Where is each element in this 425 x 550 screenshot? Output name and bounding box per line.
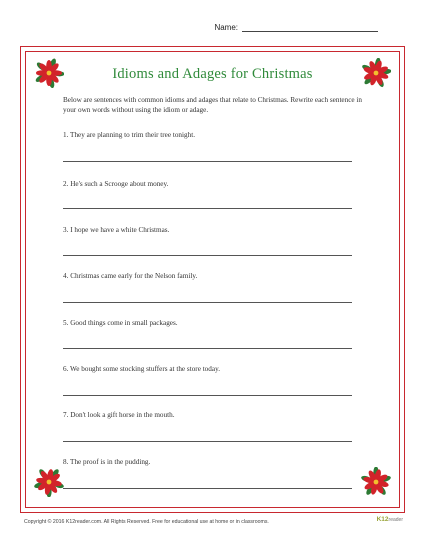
question-8: 8. The proof is in the pudding. [63, 458, 151, 466]
answer-line-5[interactable] [63, 348, 352, 349]
question-7: 7. Don't look a gift horse in the mouth. [63, 411, 175, 419]
poinsettia-icon [361, 467, 391, 497]
name-field-row [214, 22, 378, 32]
question-2: 2. He's such a Scrooge about money. [63, 180, 169, 188]
copyright-footer: Copyright © 2016 K12reader.com. All Rights Reserved. Free for educational use at home or in classrooms. [24, 519, 269, 525]
question-4: 4. Christmas came early for the Nelson family. [63, 272, 198, 280]
answer-line-8[interactable] [63, 488, 352, 489]
logo-sub-text: reader [388, 517, 403, 523]
name-label: Name: [214, 23, 238, 32]
answer-line-4[interactable] [63, 302, 352, 303]
question-5: 5. Good things come in small packages. [63, 319, 178, 327]
question-3: 3. I hope we have a white Christmas. [63, 226, 170, 234]
instructions-text: Below are sentences with common idioms and adages that relate to Christmas. Rewrite each sentence in your own words without using the idiom or adage. [63, 96, 362, 114]
question-1: 1. They are planning to trim their tree tonight. [63, 131, 196, 139]
question-6: 6. We bought some stocking stuffers at the store today. [63, 365, 220, 373]
k12reader-logo [377, 516, 403, 523]
name-blank-line[interactable] [242, 22, 378, 32]
answer-line-2[interactable] [63, 208, 352, 209]
answer-line-7[interactable] [63, 441, 352, 442]
worksheet-title: Idioms and Adages for Christmas [112, 66, 313, 82]
answer-line-6[interactable] [63, 395, 352, 396]
poinsettia-icon [34, 467, 64, 497]
answer-line-1[interactable] [63, 161, 352, 162]
answer-line-3[interactable] [63, 255, 352, 256]
logo-main-text: K12 [376, 516, 389, 523]
